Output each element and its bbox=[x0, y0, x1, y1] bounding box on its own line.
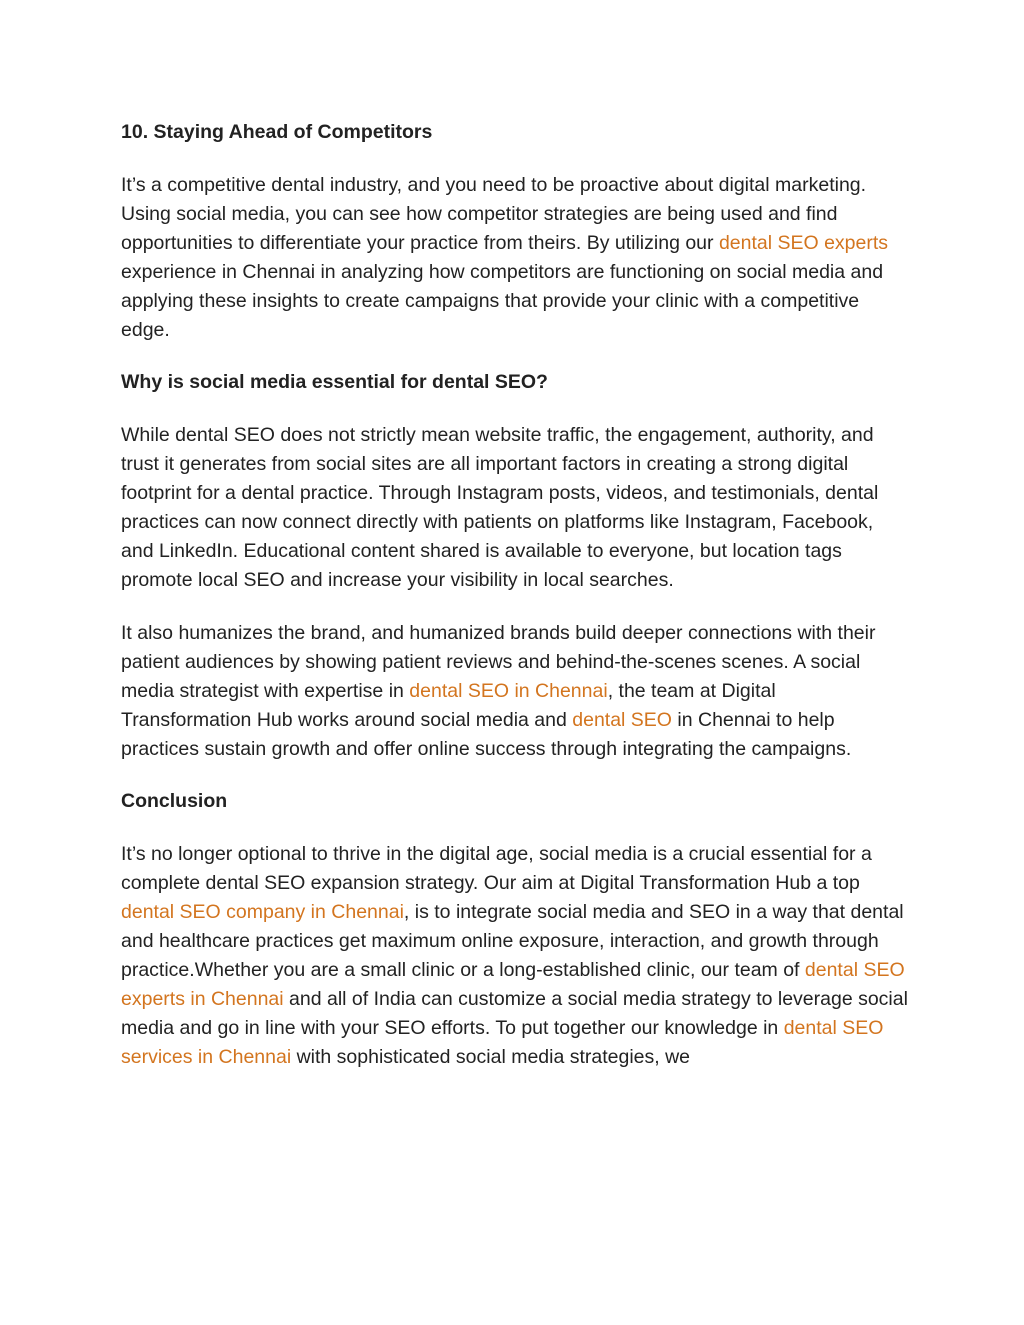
paragraph-text: It’s a competitive dental industry, and you need to be proactive about digital marketing. Using social media, you can see how competitor strategies are being used and find opportunities to differentiate your practice from theirs. By utilizing our bbox=[121, 174, 867, 254]
section-heading-why-social-media: Why is social media essential for dental SEO? bbox=[121, 371, 548, 394]
link-dental-seo-experts-in-chennai[interactable]: dental SEO experts in Chennai bbox=[121, 959, 905, 1010]
paragraph-text: , is to integrate social media and SEO in a way that dental and healthcare practices get maximum online exposure, interaction, and growth through practice.Whether you are a small clinic or a long-established clinic, our team of bbox=[121, 901, 904, 982]
paragraph-text: with sophisticated social media strategies, we bbox=[291, 1045, 691, 1068]
link-dental-seo-services-in-chennai[interactable]: dental SEO services in Chennai bbox=[121, 1016, 884, 1068]
paragraph-text: It’s no longer optional to thrive in the digital age, social media is a crucial essential for a complete dental SEO expansion strategy. Our aim at Digital Transformation Hub a top bbox=[121, 843, 872, 895]
section-heading-competitors: 10. Staying Ahead of Competitors bbox=[121, 121, 433, 143]
link-dental-seo-experts[interactable]: dental SEO experts bbox=[718, 231, 889, 254]
link-dental-seo[interactable]: dental SEO bbox=[572, 708, 672, 731]
paragraph-text: experience in Chennai in analyzing how competitors are functioning on social media and applying these insights to create campaigns that provide your clinic with a competitive edge. bbox=[121, 260, 884, 341]
paragraph-conclusion bbox=[121, 840, 911, 1071]
paragraph-text: in Chennai to help practices sustain growth and offer online success through integrating the campaigns. bbox=[121, 708, 852, 760]
paragraph-why-social-media: While dental SEO does not strictly mean website traffic, the engagement, authority, and trust it generates from social sites are all important factors in creating a strong digital footprint for a dental practice. Through Instagram posts, videos, and testimonials, dental practices can now connect directly with patients on platforms like Instagram, Facebook, and LinkedIn. Educational content shared is available to everyone, but location tags promote local SEO and increase your visibility in local searches. bbox=[121, 424, 879, 591]
paragraph-humanizes-brand bbox=[121, 619, 911, 764]
link-dental-seo-company-in-chennai[interactable]: dental SEO company in Chennai bbox=[121, 901, 404, 924]
document-page bbox=[121, 118, 911, 1072]
link-dental-seo-in-chennai[interactable]: dental SEO in Chennai bbox=[409, 679, 608, 702]
paragraph-text: and all of India can customize a social media strategy to leverage social media and go in line with your SEO efforts. To put together our knowledge in bbox=[121, 987, 908, 1039]
paragraph-text: It also humanizes the brand, and humanized brands build deeper connections with their patient audiences by showing patient reviews and behind-the-scenes scenes. A social media strategist with expertise in bbox=[121, 621, 876, 702]
section-heading-conclusion: Conclusion bbox=[121, 790, 228, 813]
paragraph-text: , the team at Digital Transformation Hub works around social media and bbox=[121, 679, 776, 731]
paragraph-competitors bbox=[121, 171, 911, 344]
